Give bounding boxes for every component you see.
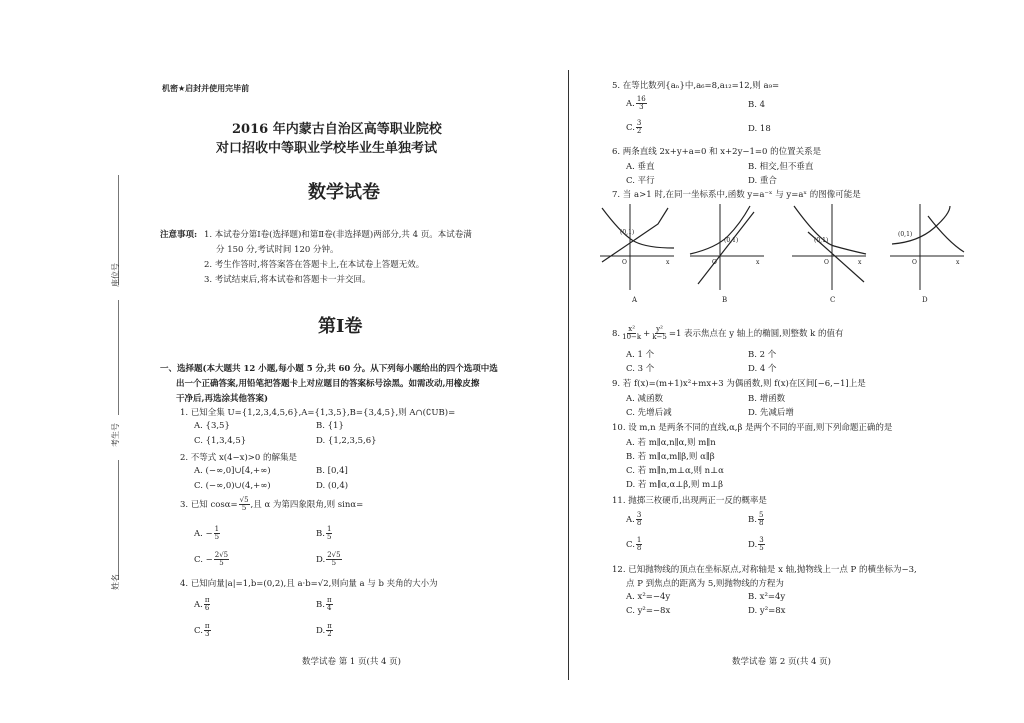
q2-option-b: B. [0,4] xyxy=(316,466,348,476)
q10-option-b: B. 若 m∥α,m∥β,则 α∥β xyxy=(626,452,715,462)
question-8: 8. $\frac{\text{x²}}{10-k}$ + $\frac{\text{y²}}{k-5}$ =1 表示焦点在 y 轴上的椭圆,则整数 k 的值有 xyxy=(612,325,844,341)
graph-d-label: D xyxy=(922,296,928,304)
graph-d xyxy=(888,202,966,292)
question-7: 7. 当 a>1 时,在同一坐标系中,函数 y=a⁻ˣ 与 y=aˣ 的图像可能是 xyxy=(612,190,861,200)
q11-option-b: B. $\frac{5}{8}$ xyxy=(748,511,764,527)
q5-option-c: C. $\frac{3}{2}$ xyxy=(626,119,642,135)
notice-label: 注意事项: xyxy=(160,230,198,240)
graph-d-origin: O xyxy=(912,259,917,266)
graph-d-point: (0,1) xyxy=(898,231,913,238)
graph-a xyxy=(598,202,676,292)
q2-option-c: C. (−∞,0)∪(4,+∞) xyxy=(194,481,271,491)
exam-title-line-1: 2016 年内蒙古自治区高等职业院校 xyxy=(232,122,442,137)
q9-option-d: D. 先减后增 xyxy=(748,408,794,418)
graph-b-origin: O xyxy=(712,259,717,266)
q6-option-b: B. 相交,但不垂直 xyxy=(748,162,814,172)
q1-option-c: C. {1,3,4,5} xyxy=(194,436,247,446)
q11-option-c: C. $\frac{1}{8}$ xyxy=(626,536,642,552)
exam-title-line-2: 对口招收中等职业学校毕业生单独考试 xyxy=(216,141,438,156)
q9-option-c: C. 先增后减 xyxy=(626,408,672,418)
graph-b xyxy=(688,202,766,292)
subject-title: 数学试卷 xyxy=(308,182,380,203)
q8-option-b: B. 2 个 xyxy=(748,350,777,360)
q8-option-d: D. 4 个 xyxy=(748,364,777,374)
graph-d-curve-2 xyxy=(928,216,964,252)
graph-a-x: x xyxy=(666,259,670,266)
q5-option-b: B. 4 xyxy=(748,100,766,110)
notice-3: 3. 考试结束后,将本试卷和答题卡一并交回。 xyxy=(204,275,371,285)
question-10: 10. 设 m,n 是两条不同的直线,α,β 是两个不同的平面,则下列命题正确的是 xyxy=(612,423,893,433)
graph-b-label: B xyxy=(722,296,728,304)
q4-option-d: D. $\frac{\pi}{2}$ xyxy=(316,622,332,638)
graph-b-x: x xyxy=(756,259,760,266)
q8-option-c: C. 3 个 xyxy=(626,364,655,374)
q10-option-d: D. 若 m∥α,α⊥β,则 m⊥β xyxy=(626,480,724,490)
q6-option-d: D. 重合 xyxy=(748,176,777,186)
section-heading-3: 干净后,再选涂其他答案) xyxy=(176,394,268,404)
q5-option-d: D. 18 xyxy=(748,124,771,134)
notice-2: 2. 考生作答时,将答案答在答题卡上,在本试卷上答题无效。 xyxy=(204,260,425,270)
q11-option-a: A. $\frac{3}{8}$ xyxy=(626,511,642,527)
q1-option-b: B. {1} xyxy=(316,421,344,431)
binding-line-exam-no xyxy=(118,300,119,415)
graph-c-x: x xyxy=(858,259,862,266)
question-2: 2. 不等式 x(4−x)>0 的解集是 xyxy=(180,453,297,463)
q12-option-d: D. y²=8x xyxy=(748,606,786,616)
q9-option-a: A. 减函数 xyxy=(626,394,664,404)
q3-option-c: C. − $\frac{2√5}{5}$ xyxy=(194,551,229,567)
graph-b-point: (0,1) xyxy=(724,237,739,244)
q10-option-a: A. 若 m∥α,n∥α,则 m∥n xyxy=(626,438,716,448)
graph-d-x: x xyxy=(956,259,960,266)
question-4: 4. 已知向量|a|=1,b=(0,2),且 a·b=√2,则向量 a 与 b 夹角的大小为 xyxy=(180,579,438,589)
q3-option-a: A. − $\frac{1}{5}$ xyxy=(194,525,220,541)
q4-option-c: C. $\frac{\pi}{3}$ xyxy=(194,622,210,638)
q1-option-a: A. {3,5} xyxy=(194,421,230,431)
name-label: 姓名 xyxy=(111,574,120,590)
page-divider xyxy=(568,70,569,680)
graph-c-curve-1 xyxy=(794,206,866,254)
question-12-line-2: 点 P 到焦点的距离为 5,则抛物线的方程为 xyxy=(626,579,784,589)
q11-option-d: D. $\frac{3}{5}$ xyxy=(748,536,764,552)
notice-1a: 1. 本试卷分第Ⅰ卷(选择题)和第Ⅱ卷(非选择题)两部分,共 4 页。本试卷满 xyxy=(204,230,472,240)
page-1-footer: 数学试卷 第 1 页(共 4 页) xyxy=(302,657,401,667)
q2-option-d: D. (0,4) xyxy=(316,481,349,491)
graph-c-label: C xyxy=(830,296,836,304)
question-9: 9. 若 f(x)=(m+1)x²+mx+3 为偶函数,则 f(x)在区间[−6,−1]上是 xyxy=(612,379,866,389)
graph-a-point: (0,1) xyxy=(620,229,635,236)
confidential-note: 机密★启封并使用完毕前 xyxy=(162,84,250,93)
q3-option-b: B. $\frac{1}{5}$ xyxy=(316,525,332,541)
graph-b-curve-2 xyxy=(698,212,754,284)
q6-option-c: C. 平行 xyxy=(626,176,655,186)
volume-title: 第Ⅰ卷 xyxy=(318,316,363,337)
q10-option-c: C. 若 m∥n,m⊥α,则 n⊥α xyxy=(626,466,724,476)
question-12-line-1: 12. 已知抛物线的顶点在坐标原点,对称轴是 x 轴,抛物线上一点 P 的横坐标为−3, xyxy=(612,565,917,575)
q6-option-a: A. 垂直 xyxy=(626,162,655,172)
question-11: 11. 抛掷三枚硬币,出现两正一反的概率是 xyxy=(612,496,767,506)
binding-line-name xyxy=(118,460,119,580)
graph-c xyxy=(790,202,868,292)
graph-c-point: (0,1) xyxy=(814,237,829,244)
q4-option-b: B. $\frac{\pi}{4}$ xyxy=(316,596,332,612)
graph-d-curve-1 xyxy=(892,206,950,244)
q4-option-a: A. $\frac{\pi}{6}$ xyxy=(194,596,210,612)
section-heading-1: 一、选择题(本大题共 12 小题,每小题 5 分,共 60 分。从下列每小题给出的四个选项中选 xyxy=(160,364,498,374)
seat-label: 座位号 xyxy=(111,263,120,287)
notice-1b: 分 150 分,考试时间 120 分钟。 xyxy=(216,245,339,255)
q8-option-a: A. 1 个 xyxy=(626,350,655,360)
graph-a-curve-1 xyxy=(602,208,674,248)
graph-a-label: A xyxy=(632,296,638,304)
question-6: 6. 两条直线 2x+y+a=0 和 x+2y−1=0 的位置关系是 xyxy=(612,147,822,157)
q12-option-c: C. y²=−8x xyxy=(626,606,671,616)
graph-a-curve-2 xyxy=(602,208,668,262)
page-2-footer: 数学试卷 第 2 页(共 4 页) xyxy=(732,657,831,667)
section-heading-2: 出一个正确答案,用铅笔把答题卡上对应题目的答案标号涂黑。如需改动,用橡皮擦 xyxy=(176,379,480,389)
graph-c-origin: O xyxy=(824,259,829,266)
question-5: 5. 在等比数列{aₙ}中,a₆=8,a₁₂=12,则 a₉= xyxy=(612,81,780,91)
q12-option-b: B. x²=4y xyxy=(748,592,786,602)
question-1: 1. 已知全集 U={1,2,3,4,5,6},A={1,3,5},B={3,4,5},则 A∩(∁UB)= xyxy=(180,408,456,418)
exam-no-label: 考生号 xyxy=(111,423,120,447)
question-3: 3. 已知 cosα= $\frac{√5}{5}$ ,且 α 为第四象限角,则 sinα= xyxy=(180,496,364,512)
q2-option-a: A. (−∞,0]∪[4,+∞) xyxy=(194,466,271,476)
q9-option-b: B. 增函数 xyxy=(748,394,786,404)
q12-option-a: A. x²=−4y xyxy=(626,592,671,602)
q5-option-a: A. $\frac{16}{3}$ xyxy=(626,95,646,111)
q1-option-d: D. {1,2,3,5,6} xyxy=(316,436,377,446)
q3-option-d: D. $\frac{2√5}{5}$ xyxy=(316,551,341,567)
graph-a-origin: O xyxy=(622,259,627,266)
